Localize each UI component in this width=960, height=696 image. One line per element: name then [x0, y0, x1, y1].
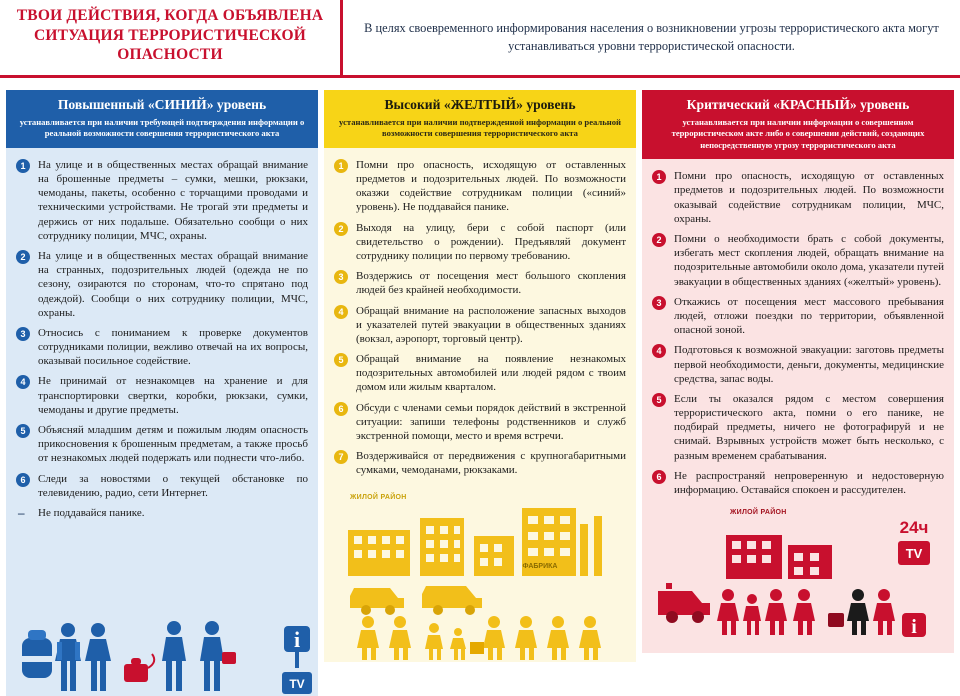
item-text: Объясняй младшим детям и пожилым людям опасность прикосновения к брошенным предметам, а также просьб от незнакомых людей подержать или поднести что-либо. [38, 424, 308, 465]
item-number: 1 [16, 159, 30, 173]
item-text: Относись с пониманием к проверке документов сотрудниками полиции, вежливо отвечай на их вопросы, оказывай посильное содействие. [38, 326, 308, 368]
item-number: 2 [334, 222, 348, 236]
level-body-red [642, 159, 954, 653]
item-text: Воздержись от посещения мест большого скопления людей без крайней необходимости. [356, 270, 626, 297]
level-body-blue [6, 148, 318, 696]
item-text: Подготовься к возможной эвакуации: заготовь предметы первой необходимости, деньги, документы, медицинские средства, запас воды. [674, 344, 944, 385]
item-text: Обращай внимание на расположение запасных выходов и указателей путей эвакуации в общественных зданиях (вокзал, аэропорт, торговый центр). [356, 304, 626, 345]
item-number: 7 [334, 450, 348, 464]
list-item [652, 295, 944, 338]
item-number: 1 [652, 170, 666, 184]
list-item [334, 221, 626, 264]
level-column-yellow [324, 90, 636, 640]
district-label-yellow: ЖИЛОЙ РАЙОН [350, 493, 407, 501]
header-title-block [0, 0, 340, 75]
advice-list-yellow [334, 158, 626, 478]
level-column-blue [6, 90, 318, 692]
list-item [652, 469, 944, 497]
advice-list-red [652, 169, 944, 497]
poster-header [0, 0, 960, 78]
item-text: Обращай внимание на появление незнакомых подозрительных автомобилей или людей рядом с твоим домом или жилым кварталом. [356, 353, 626, 394]
hours-label: 24ч [899, 518, 929, 538]
item-text: На улице и в общественных местах обращай внимание на странных, подозрительных людей (одежда не по сезону, озираются по сторонам, что-то спрятано под одеждой). Сообщи о них сотруднику полиции, МЧС, охраны. [38, 249, 308, 319]
yellow-city-svg [334, 502, 634, 662]
item-number: 3 [334, 270, 348, 284]
item-text: Обсуди с членами семьи порядок действий в экстренной ситуации: запиши телефоны родственников и служб экстренной помощи, место и время встречи. [356, 401, 626, 443]
level-subtitle-yellow: устанавливается при наличии подтвержденной информации о реальной возможности совершения террористического акта [339, 117, 621, 139]
factory-label: ФАБРИКА [522, 562, 558, 570]
suspicious-bag-icon [828, 613, 844, 627]
item-number: 3 [652, 296, 666, 310]
header-intro-block [340, 0, 960, 75]
item-number: 5 [334, 353, 348, 367]
item-number: 6 [652, 470, 666, 484]
item-number: 5 [16, 424, 30, 438]
page-title: ТВОИ ДЕЙСТВИЯ, КОГДА ОБЪЯВЛЕНА СИТУАЦИЯ ТЕРРОРИСТИЧЕСКОЙ ОПАСНОСТИ [16, 7, 324, 64]
level-subtitle-blue: устанавливается при наличии требующей подтверждения информации о реальной возможности совершения террористического акта [19, 117, 305, 139]
item-text: Выходя на улицу, бери с собой паспорт (или свидетельство о рождении). Предъявляй документ сотруднику полиции по первому требованию. [356, 221, 626, 262]
list-item [334, 269, 626, 297]
list-item [16, 423, 308, 466]
item-number: 4 [652, 344, 666, 358]
item-number: 4 [16, 375, 30, 389]
info-icon: i [293, 627, 301, 653]
tv-icon: TV [289, 677, 305, 692]
item-text: Следи за новостями о текущей обстановке по телевидению, радио, сети Интернет. [38, 472, 308, 499]
intro-text: В целях своевременного информирования населения о возникновении угрозы террористического акта могут устанавливаться уровни террористической опасности. [364, 20, 939, 53]
list-item [16, 158, 308, 243]
tv-icon-red: TV [905, 546, 923, 562]
list-item [16, 374, 308, 417]
item-text: Помни о необходимости брать с собой документы, избегать мест скопления людей, обращать внимание на подозрительные автомобили около дома, указатели путей эвакуации в общественных зданиях («желтый» уровень). [674, 233, 944, 288]
item-text: Помни про опасность, исходящую от оставленных предметов и подозрительных людей. По возможности оказжи содействие сотрудникам полиции («синий» уровень). Не поддавайся панике. [356, 158, 626, 214]
item-number: 5 [652, 393, 666, 407]
item-number: 4 [334, 305, 348, 319]
district-label-red: ЖИЛОЙ РАЙОН [730, 509, 787, 517]
level-subtitle-red: устанавливается при наличии информации о совершенном террористическом акте либо о совершении действий, создающих непосредственную угрозу террористического акта [671, 117, 925, 150]
list-item [334, 352, 626, 395]
dash-marker: – [18, 504, 25, 520]
levels-columns [0, 78, 960, 692]
list-item [334, 158, 626, 215]
item-text: Не принимай от незнакомцев на хранение и для транспортировки свертки, коробки, рюкзаки, сумки, чемоданы и другие предметы. [38, 375, 308, 416]
list-item [16, 472, 308, 500]
info-icon-red: i [911, 616, 917, 639]
illustration-red [652, 503, 944, 653]
illustration-blue [16, 526, 308, 696]
item-number: 2 [652, 233, 666, 247]
list-item [652, 232, 944, 289]
item-text: Не поддавайся панике. [38, 506, 145, 519]
blue-figures-svg [16, 586, 316, 696]
item-text: Не распространяй непроверенную и недостоверную информацию. Оставайся спокоен и рассудителен. [674, 469, 944, 497]
list-item [16, 249, 308, 320]
level-title-yellow: Высокий «ЖЕЛТЫЙ» уровень [384, 97, 576, 112]
item-number: 1 [334, 159, 348, 173]
list-item [652, 343, 944, 386]
item-text: Если ты оказался рядом с местом совершения террористического акта, помни о его панике, не подбирай предметы, ничего не фотографируй и не снимай. Взрывных устройств может быть несколько, с разным временем срабатывания. [674, 392, 944, 462]
list-item [16, 326, 308, 369]
list-item [652, 392, 944, 463]
list-item [652, 169, 944, 226]
level-title-blue: Повышенный «СИНИЙ» уровень [57, 97, 267, 112]
list-item-extra [16, 506, 308, 520]
item-text: Воздерживайся от передвижения с крупногабаритными сумками, чемоданами, рюкзаками. [356, 450, 626, 477]
level-band-red [642, 90, 954, 159]
item-text: Помни про опасность, исходящую от оставленных предметов и подозрительных людей. По возможности оказывай содействие сотрудникам полиции, МЧС, охраны. [674, 170, 944, 225]
list-item [334, 449, 626, 477]
item-text: Откажись от посещения мест массового пребывания людей, отложи поездки по территории, объявленной опасной зоной. [674, 295, 944, 337]
item-number: 2 [16, 250, 30, 264]
item-number: 6 [334, 402, 348, 416]
list-item [334, 401, 626, 444]
illustration-yellow [334, 484, 626, 662]
item-number: 6 [16, 473, 30, 487]
item-number: 3 [16, 327, 30, 341]
advice-list-blue [16, 158, 308, 520]
level-title-red: Критический «КРАСНЫЙ» уровень [686, 97, 910, 112]
level-band-blue [6, 90, 318, 148]
level-body-yellow [324, 148, 636, 662]
item-text: На улице и в общественных местах обращай внимание на брошенные предметы – сумки, мешки, рюкзаки, чемоданы, пакеты, особенно с торчащими проводами и техническими устройствами. Не трогай эти предметы и держись от них подальше. Обязательно сообщи о них сотруднику полиции, МЧС, охраны. [38, 158, 308, 242]
level-column-red [642, 90, 954, 640]
red-scene-svg [652, 517, 952, 653]
list-item [334, 304, 626, 347]
level-band-yellow [324, 90, 636, 148]
